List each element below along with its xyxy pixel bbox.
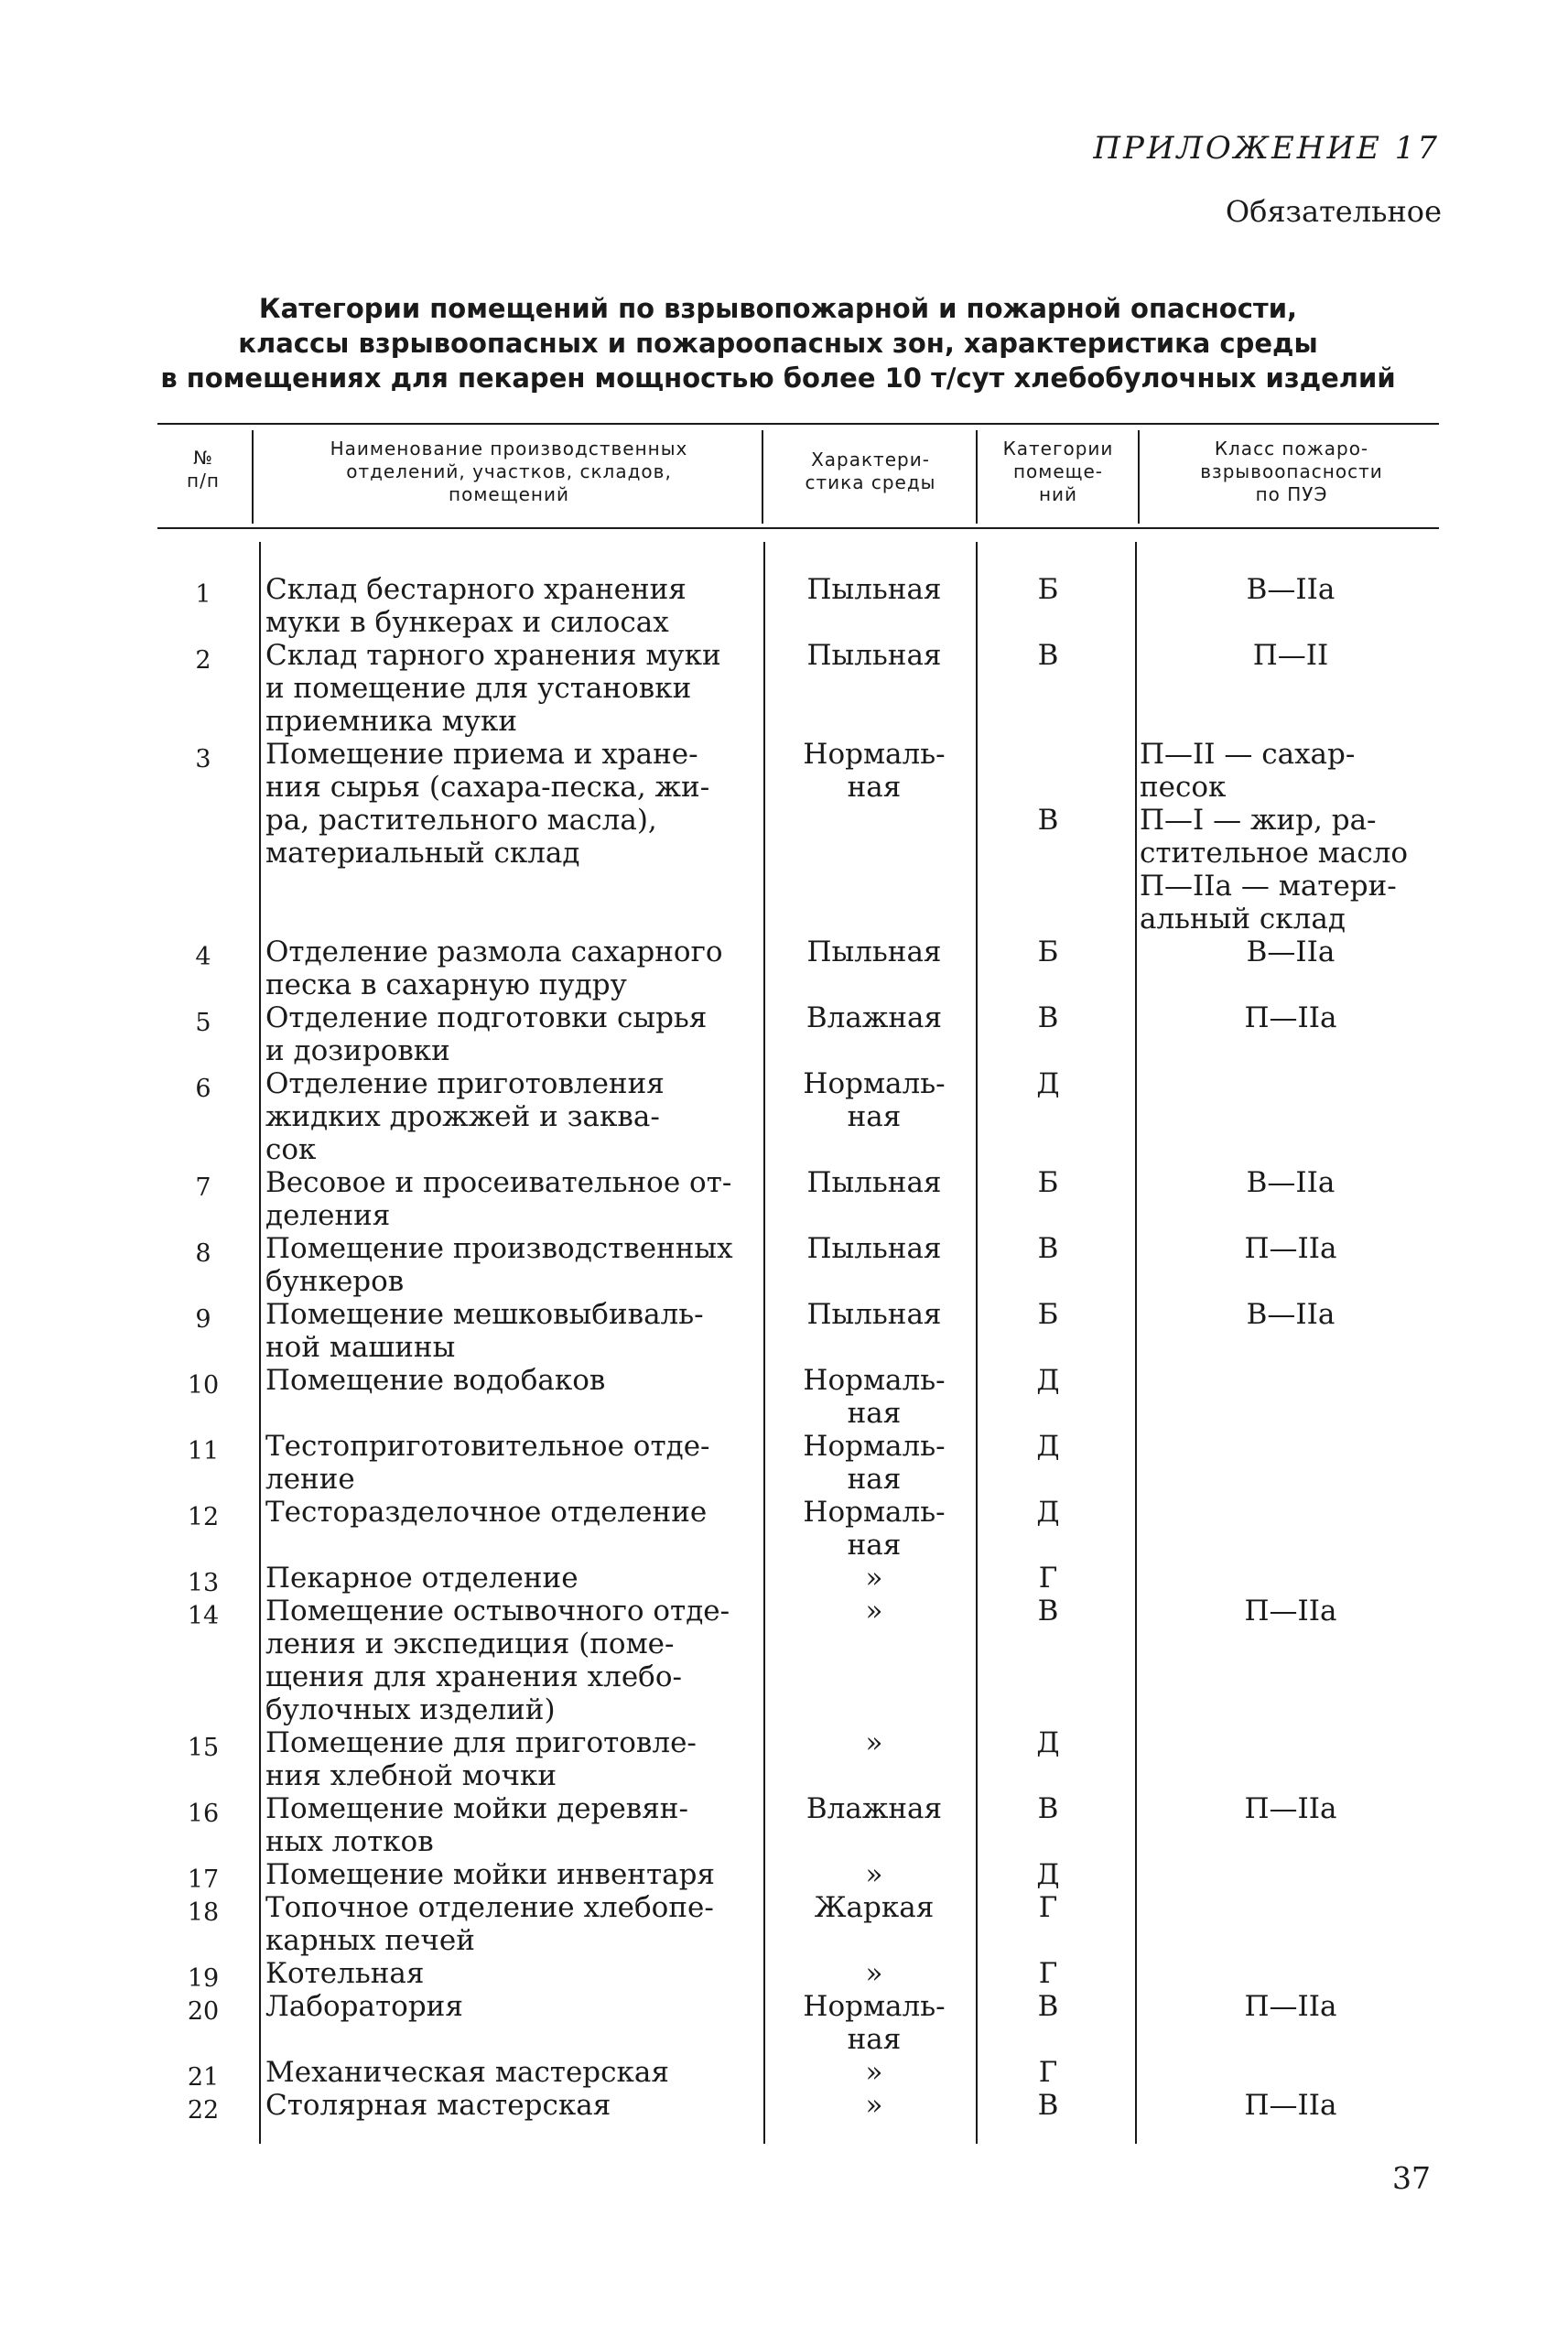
row-number: 18 [187, 1898, 220, 1927]
room-name-line: Топочное отделение хлебопе- [265, 1891, 714, 1924]
room-name [265, 935, 751, 1001]
table-row [0, 1496, 1568, 1562]
hazard-class [1140, 1891, 1442, 1924]
hazard-class-line: П—IIа [1244, 1001, 1337, 1034]
hazard-class-line: В—IIа [1246, 935, 1336, 968]
row-number: 6 [195, 1075, 211, 1103]
hazard-class [1140, 1232, 1442, 1265]
row-number: 22 [187, 2096, 220, 2125]
environment [773, 1166, 975, 1199]
page-number: 37 [1392, 2160, 1431, 2196]
table-row [0, 738, 1568, 935]
hazard-class-line: В—IIа [1246, 1298, 1336, 1331]
environment-line: » [865, 1858, 883, 1891]
room-name [265, 1364, 751, 1397]
room-name-line: Помещение мойки деревян- [265, 1792, 688, 1825]
environment-line: ная [847, 771, 902, 804]
room-name-line: Пекарное отделение [265, 1562, 579, 1595]
environment [773, 1232, 975, 1265]
hazard-class-line [1140, 1562, 1442, 1595]
header-line: стика среды [805, 471, 936, 493]
environment [773, 639, 975, 672]
environment [773, 1067, 975, 1133]
room-name-line: бункеров [265, 1265, 405, 1298]
room-name [265, 573, 751, 639]
hazard-class-line: песок [1140, 771, 1227, 804]
environment [773, 935, 975, 968]
row-number: 9 [195, 1305, 211, 1334]
room-name-line: Склад бестарного хранения [265, 573, 687, 606]
table-row [0, 935, 1568, 1001]
room-name [265, 1298, 751, 1364]
row-number: 3 [195, 745, 211, 773]
table-row [0, 1726, 1568, 1792]
room-name-line: муки в бункерах и силосах [265, 606, 669, 639]
title-line: в помещениях для пекарен мощностью более 10 т/сут хлебобулочных изделий [160, 362, 1396, 394]
room-name-line: ния хлебной мочки [265, 1759, 557, 1792]
environment [773, 738, 975, 804]
hazard-class [1140, 1990, 1442, 2023]
row-number: 13 [187, 1569, 220, 1597]
hazard-class [1140, 1496, 1442, 1529]
hazard-class-line: П—II — сахар- [1140, 738, 1356, 771]
environment-line: Пыльная [806, 1232, 942, 1265]
room-name-line: Отделение приготовления [265, 1067, 665, 1100]
room-name-line: Котельная [265, 1957, 425, 1990]
category: В [1037, 804, 1059, 837]
table-row [0, 1792, 1568, 1858]
room-name-line [265, 903, 751, 935]
environment [773, 1001, 975, 1034]
table-row [0, 1067, 1568, 1166]
hazard-class-line: П—I — жир, ра- [1140, 804, 1377, 837]
hazard-class-line: П—IIа [1244, 1595, 1337, 1628]
room-name-line: Помещение водобаков [265, 1364, 606, 1397]
environment-line: Пыльная [806, 1166, 942, 1199]
room-name-line: песка в сахарную пудру [265, 968, 627, 1001]
table-row [0, 1595, 1568, 1726]
header-line: помеще- [1012, 460, 1104, 482]
category: В [1037, 1792, 1059, 1825]
category: Б [1037, 1166, 1059, 1199]
room-name-line: Помещение для приготовле- [265, 1726, 697, 1759]
row-number: 2 [195, 646, 211, 675]
room-name-line: сок [265, 1133, 317, 1166]
room-name-line: ных лотков [265, 1825, 434, 1858]
table-row [0, 1298, 1568, 1364]
environment-line: ная [847, 2023, 902, 2056]
hazard-class [1140, 1298, 1442, 1331]
hazard-class-line: П—IIа [1244, 1232, 1337, 1265]
environment-line: ная [847, 1529, 902, 1562]
category: В [1037, 1595, 1059, 1628]
room-name [265, 2089, 751, 2122]
table-row [0, 1001, 1568, 1067]
environment-line: Нормаль- [803, 1430, 946, 1463]
environment-line: ная [847, 1397, 902, 1430]
hazard-class-line [1140, 2056, 1442, 2089]
hazard-class [1140, 573, 1442, 606]
table-body [0, 573, 1568, 2125]
header-line: отделений, участков, складов, [346, 460, 672, 482]
category: Г [1038, 1891, 1058, 1924]
category: Д [1036, 1364, 1060, 1397]
room-name [265, 2056, 751, 2089]
environment [773, 1562, 975, 1595]
hazard-class-line [1140, 1858, 1442, 1891]
environment-line: » [865, 2056, 883, 2089]
category: Д [1036, 1067, 1060, 1100]
room-name-line: ной машины [265, 1331, 456, 1364]
row-number: 20 [187, 1997, 220, 2026]
room-name [265, 1562, 751, 1595]
room-name-line: Тестоприготовительное отде- [265, 1430, 710, 1463]
room-name [265, 1792, 751, 1858]
category: Б [1037, 935, 1059, 968]
row-number: 21 [187, 2063, 220, 2092]
environment [773, 1496, 975, 1562]
row-number: 7 [195, 1173, 211, 1202]
table-row [0, 1232, 1568, 1298]
hazard-class-line: П—IIа [1244, 1990, 1337, 2023]
appendix-status: Обязательное [1225, 194, 1442, 229]
environment [773, 1858, 975, 1891]
room-name [265, 1001, 751, 1067]
table-row [0, 1430, 1568, 1496]
table-row [0, 1858, 1568, 1894]
category: Д [1036, 1726, 1060, 1759]
environment-line: Пыльная [806, 1298, 942, 1331]
environment-line: Нормаль- [803, 738, 946, 771]
row-number: 4 [195, 943, 211, 971]
room-name-line: Механическая мастерская [265, 2056, 669, 2089]
hazard-class [1140, 1067, 1442, 1100]
row-number: 10 [187, 1371, 220, 1400]
environment-line: Нормаль- [803, 1364, 946, 1397]
room-name-line: Склад тарного хранения муки [265, 639, 721, 672]
column-divider [976, 430, 978, 524]
table-header-rule [157, 527, 1439, 529]
header-line: Характери- [811, 449, 930, 470]
hazard-class-line: В—IIа [1246, 1166, 1336, 1199]
room-name [265, 1957, 751, 1990]
hazard-class-line: альный склад [1140, 903, 1346, 935]
environment-line: Влажная [806, 1792, 943, 1825]
room-name-line: жидких дрожжей и заква- [265, 1100, 660, 1133]
room-name-line: ления и экспедиция (поме- [265, 1628, 675, 1660]
room-name [265, 1166, 751, 1232]
appendix-label: ПРИЛОЖЕНИЕ 17 [1093, 130, 1440, 167]
row-number: 5 [195, 1009, 211, 1037]
hazard-class [1140, 1430, 1442, 1463]
room-name-line: Помещение производственных [265, 1232, 733, 1265]
table-row [0, 573, 1568, 639]
environment [773, 2056, 975, 2089]
category: Б [1037, 573, 1059, 606]
environment-line: » [865, 1957, 883, 1990]
environment-line: Пыльная [806, 639, 942, 672]
hazard-class [1140, 1364, 1442, 1397]
environment-line: Влажная [806, 1001, 943, 1034]
header-line: Категории [1002, 438, 1114, 460]
header-line: № [193, 447, 213, 469]
category: В [1037, 2089, 1059, 2122]
category: Г [1038, 1562, 1058, 1595]
category: Д [1036, 1430, 1060, 1463]
category: В [1037, 639, 1059, 672]
room-name-line: Помещение мешковыбиваль- [265, 1298, 704, 1331]
environment [773, 1595, 975, 1628]
column-divider [762, 430, 763, 524]
room-name [265, 1990, 751, 2023]
category: Б [1037, 1298, 1059, 1331]
environment [773, 1990, 975, 2056]
environment [773, 573, 975, 606]
environment-line: » [865, 1562, 883, 1595]
room-name-line: Отделение размола сахарного [265, 935, 723, 968]
room-name [265, 1430, 751, 1496]
environment [773, 1792, 975, 1825]
room-name [265, 1891, 751, 1957]
header-line: ний [1038, 483, 1078, 505]
table-top-rule [157, 423, 1439, 425]
room-name-line: Тесторазделочное отделение [265, 1496, 708, 1529]
environment [773, 1891, 975, 1924]
room-name [265, 1067, 751, 1166]
category: В [1037, 1001, 1059, 1034]
row-number: 8 [195, 1239, 211, 1268]
room-name-line: Помещение приема и хране- [265, 738, 698, 771]
row-number: 17 [187, 1865, 220, 1894]
room-name [265, 639, 751, 738]
hazard-class [1140, 1957, 1442, 1990]
header-num [157, 447, 249, 492]
header-line: по ПУЭ [1255, 483, 1328, 505]
title-line: классы взрывоопасных и пожароопасных зон, характеристика среды [238, 328, 1318, 359]
environment [773, 1430, 975, 1496]
hazard-class [1140, 1858, 1442, 1891]
hazard-class [1140, 2089, 1442, 2122]
hazard-class-line [1140, 1891, 1442, 1924]
table-row [0, 1562, 1568, 1595]
room-name-line: материальный склад [265, 837, 580, 870]
room-name [265, 1858, 751, 1891]
hazard-class-line: В—IIа [1246, 573, 1336, 606]
hazard-class-line [1140, 1496, 1442, 1529]
header-class [1142, 438, 1441, 506]
room-name [265, 1496, 751, 1529]
row-number: 1 [195, 580, 211, 609]
table-row [0, 1957, 1568, 1993]
environment [773, 1298, 975, 1331]
title-line: Категории помещений по взрывопожарной и пожарной опасности, [258, 293, 1298, 324]
column-divider [252, 430, 254, 524]
category: В [1037, 1232, 1059, 1265]
header-env [767, 449, 974, 494]
hazard-class [1140, 1562, 1442, 1595]
hazard-class-line: П—II [1252, 639, 1329, 672]
hazard-class [1140, 1792, 1442, 1825]
hazard-class-line [1140, 1726, 1442, 1759]
environment-line: ная [847, 1100, 902, 1133]
header-line: п/п [187, 470, 220, 492]
environment-line: Пыльная [806, 573, 942, 606]
room-name-line: ния сырья (сахара-песка, жи- [265, 771, 710, 804]
hazard-class-line: П—IIа [1244, 1792, 1337, 1825]
row-number: 14 [187, 1602, 220, 1630]
category: В [1037, 1990, 1059, 2023]
room-name-line: Помещение мойки инвентаря [265, 1858, 715, 1891]
hazard-class-line [1140, 1957, 1442, 1990]
row-number: 11 [187, 1437, 220, 1465]
column-divider [1138, 430, 1140, 524]
category: Д [1036, 1858, 1060, 1891]
environment-line: Жаркая [814, 1891, 935, 1924]
room-name-line: Помещение остывочного отде- [265, 1595, 730, 1628]
row-number: 19 [187, 1964, 220, 1993]
room-name-line: Столярная мастерская [265, 2089, 611, 2122]
environment-line: » [865, 1726, 883, 1759]
hazard-class [1140, 935, 1442, 968]
hazard-class [1140, 1595, 1442, 1628]
document-title [137, 291, 1419, 395]
room-name-line [265, 870, 751, 903]
hazard-class [1140, 2056, 1442, 2089]
hazard-class [1140, 639, 1442, 672]
table-row [0, 1891, 1568, 1957]
hazard-class-line: П—IIа [1244, 2089, 1337, 2122]
hazard-class [1140, 1001, 1442, 1034]
row-number: 15 [187, 1734, 220, 1762]
room-name-line: приемника муки [265, 705, 518, 738]
hazard-class-line [1140, 1364, 1442, 1397]
room-name [265, 738, 751, 935]
environment-line: » [865, 1595, 883, 1628]
environment [773, 1364, 975, 1430]
room-name-line: деления [265, 1199, 391, 1232]
table-row [0, 2089, 1568, 2125]
environment [773, 1726, 975, 1759]
environment-line: ная [847, 1463, 902, 1496]
room-name-line: ление [265, 1463, 355, 1496]
room-name-line: щения для хранения хлебо- [265, 1660, 682, 1693]
room-name-line: булочных изделий) [265, 1693, 556, 1726]
hazard-class [1140, 1726, 1442, 1759]
room-name-line: и дозировки [265, 1034, 450, 1067]
environment [773, 1957, 975, 1990]
room-name-line: карных печей [265, 1924, 475, 1957]
hazard-class-line: стительное масло [1140, 837, 1409, 870]
room-name [265, 1726, 751, 1792]
header-line: помещений [449, 483, 569, 505]
room-name-line: ра, растительного масла), [265, 804, 657, 837]
room-name [265, 1232, 751, 1298]
row-number: 16 [187, 1800, 220, 1828]
room-name-line: Лаборатория [265, 1990, 463, 2023]
room-name-line: Отделение подготовки сырья [265, 1001, 708, 1034]
environment-line: Нормаль- [803, 1496, 946, 1529]
table-row [0, 2056, 1568, 2092]
header-name [258, 438, 760, 506]
environment-line: Нормаль- [803, 1990, 946, 2023]
header-line: взрывоопасности [1200, 460, 1383, 482]
table-row [0, 1990, 1568, 2056]
table-row [0, 1364, 1568, 1430]
environment-line: » [865, 2089, 883, 2122]
hazard-class [1140, 738, 1442, 935]
hazard-class-line: П—IIа — матери- [1140, 870, 1397, 903]
header-cat [979, 438, 1137, 506]
hazard-class [1140, 1166, 1442, 1199]
hazard-class-line [1140, 1430, 1442, 1463]
header-line: Наименование производственных [330, 438, 688, 460]
category: Г [1038, 2056, 1058, 2089]
room-name [265, 1595, 751, 1726]
room-name-line: Весовое и просеивательное от- [265, 1166, 732, 1199]
environment-line: Нормаль- [803, 1067, 946, 1100]
table-row [0, 1166, 1568, 1232]
header-line: Класс пожаро- [1214, 438, 1369, 460]
environment-line: Пыльная [806, 935, 942, 968]
table-row [0, 639, 1568, 738]
row-number: 12 [187, 1503, 220, 1531]
room-name-line: и помещение для установки [265, 672, 692, 705]
category: Д [1036, 1496, 1060, 1529]
environment [773, 2089, 975, 2122]
hazard-class-line [1140, 1067, 1442, 1100]
category: Г [1038, 1957, 1058, 1990]
